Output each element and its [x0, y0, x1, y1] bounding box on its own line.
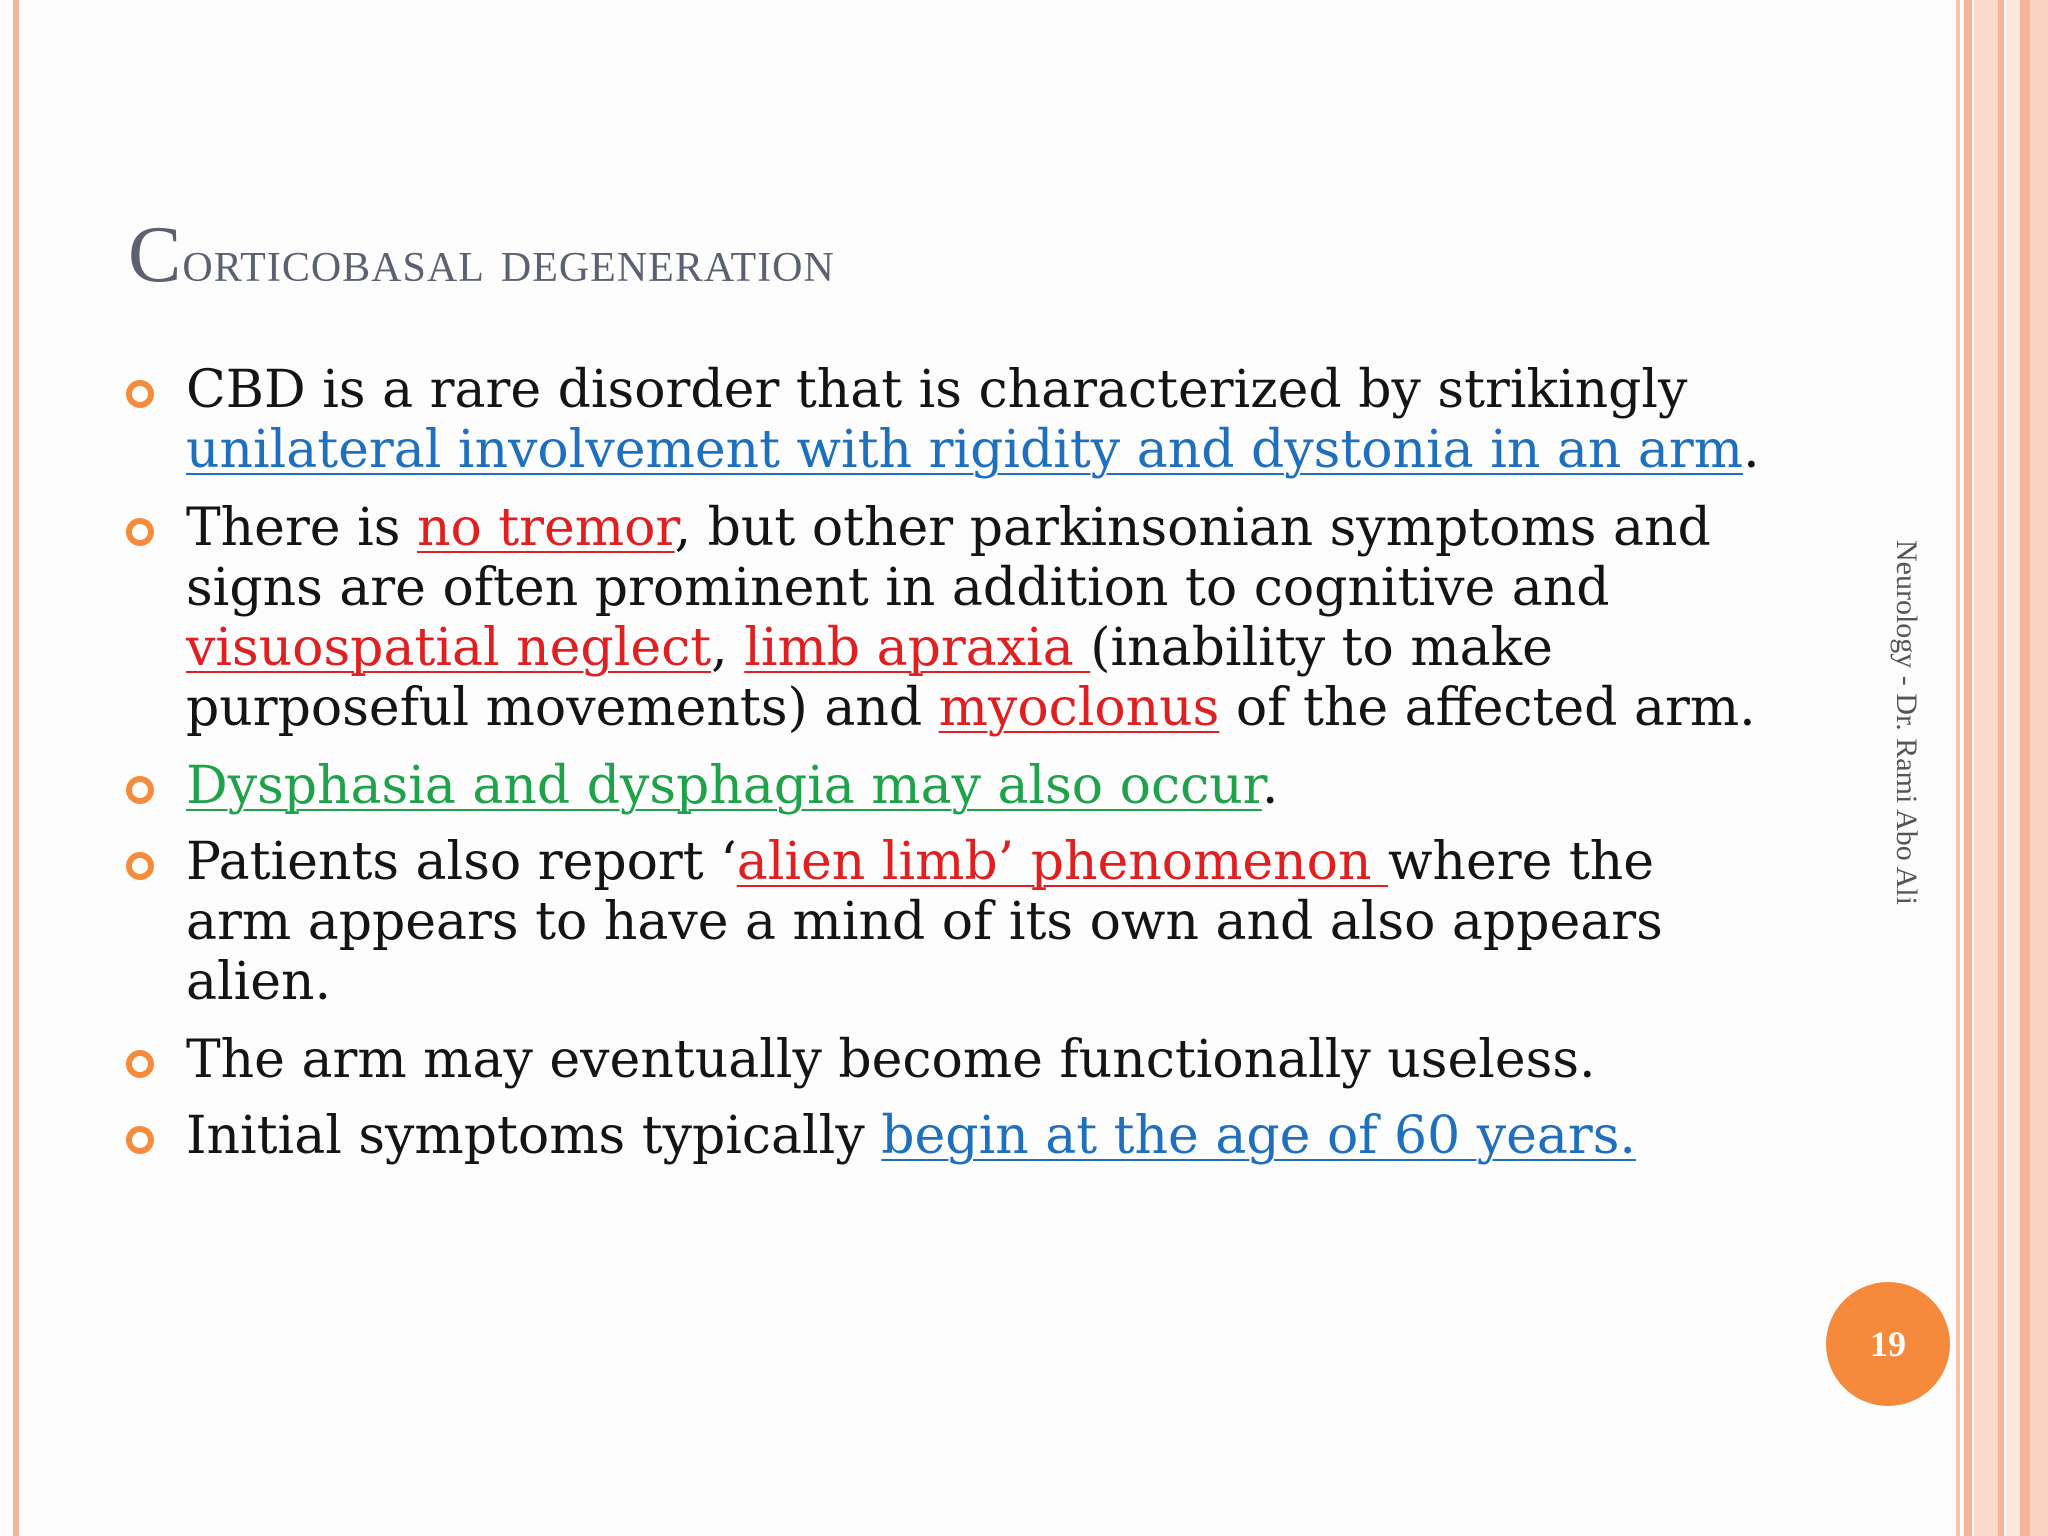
slide-title: [128, 210, 835, 301]
bullet-item: [126, 832, 1766, 1012]
bullet-text: (inability to make purposeful movements) and: [186, 618, 1553, 738]
bullet-item: [126, 360, 1766, 480]
ring-bullet-icon: [126, 518, 154, 546]
bullet-item: [126, 1030, 1766, 1090]
highlight-green: Dysphasia and dysphagia may also occur: [186, 756, 1262, 816]
highlight-red: no tremor: [416, 498, 675, 558]
ring-bullet-icon: [126, 852, 154, 880]
bullet-text: .: [1261, 756, 1279, 816]
bullet-item: [126, 1106, 1766, 1166]
right-decorative-stripes: [1956, 0, 2048, 1536]
bullet-text: ,: [711, 618, 745, 678]
bullet-text: , but other parkinsonian symptoms and signs are often prominent in addition to cognitive and: [186, 498, 1711, 618]
ring-bullet-icon: [126, 1050, 154, 1078]
highlight-blue: begin at the age of 60 years.: [881, 1106, 1636, 1166]
left-border-line: [13, 0, 19, 1536]
page-number: 19: [1870, 1324, 1906, 1364]
title-rest: orticobasal degeneration: [182, 228, 835, 294]
bullet-item: [126, 498, 1766, 738]
highlight-blue: unilateral involvement with rigidity and dystonia in an arm: [186, 420, 1744, 480]
highlight-red: visuospatial neglect: [186, 618, 712, 678]
highlight-red: alien limb’ phenomenon: [736, 832, 1388, 892]
bullet-text: CBD is a rare disorder that is characterized by strikingly: [186, 360, 1688, 420]
page-number-badge: [1826, 1282, 1950, 1406]
highlight-red: limb apraxia: [744, 618, 1091, 678]
bullet-text: The arm may eventually become functionally useless.: [186, 1030, 1596, 1090]
bullet-text: where the arm appears to have a mind of its own and also appears alien.: [186, 832, 1663, 1012]
ring-bullet-icon: [126, 1126, 154, 1154]
bullet-text: .: [1743, 420, 1760, 480]
ring-bullet-icon: [126, 776, 154, 804]
ring-bullet-icon: [126, 380, 154, 408]
bullet-text: Initial symptoms typically: [186, 1106, 882, 1166]
highlight-red: myoclonus: [938, 678, 1220, 738]
title-initial: C: [128, 211, 183, 299]
bullet-list: [126, 360, 1766, 1184]
bullet-text: Patients also report ‘: [186, 832, 737, 892]
bullet-text: There is: [186, 498, 417, 558]
bullet-item: [126, 756, 1766, 816]
vertical-author-label: Neurology - Dr. Rami Abo Ali: [1890, 540, 1923, 905]
bullet-text: of the affected arm.: [1219, 678, 1756, 738]
